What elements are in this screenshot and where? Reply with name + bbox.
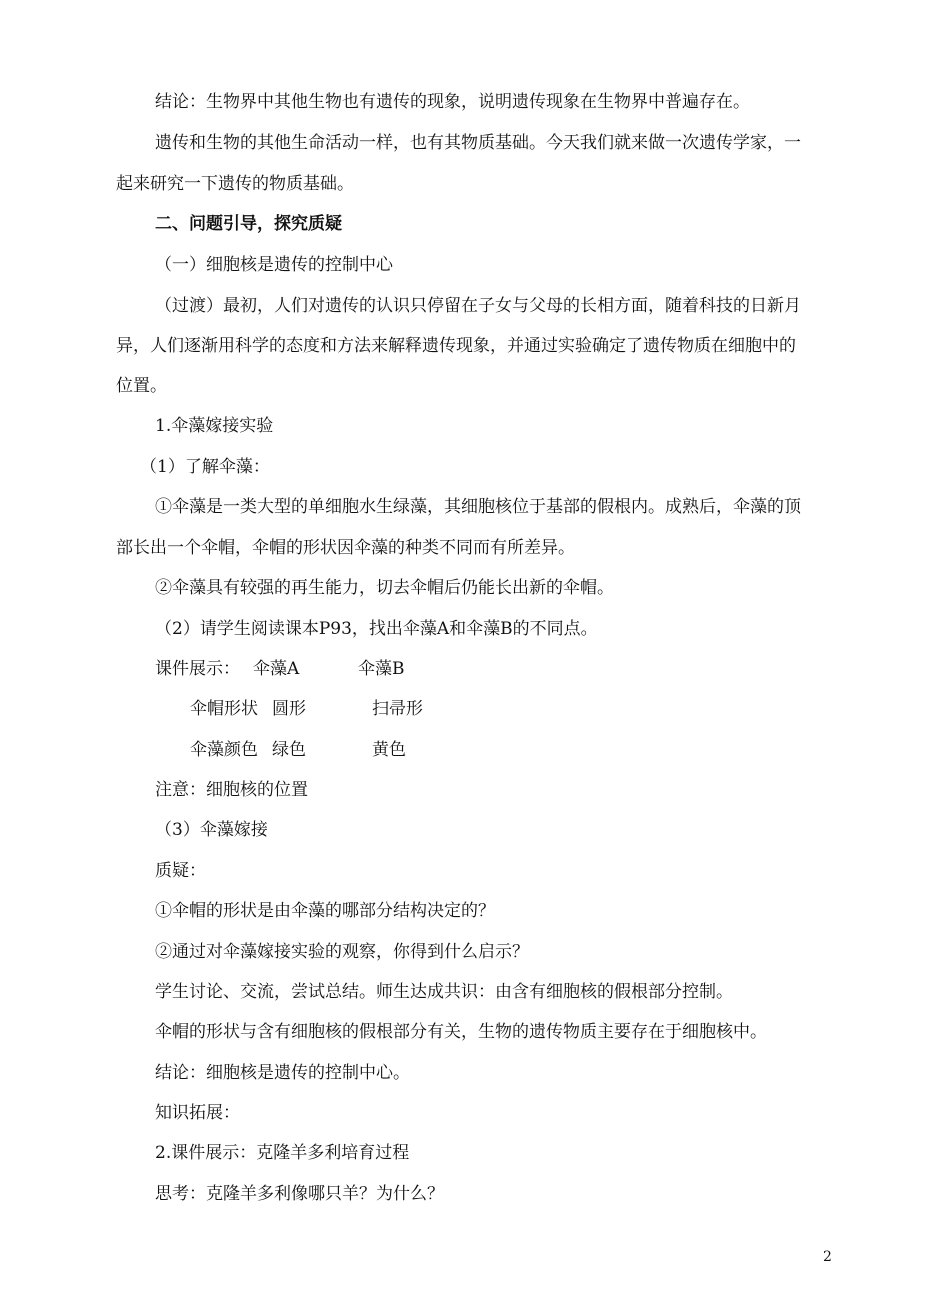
- paragraph-line: 遗传和生物的其他生命活动一样，也有其物质基础。今天我们就来做一次遗传学家，一: [155, 133, 801, 153]
- page-number: 2: [823, 1249, 832, 1265]
- paragraph-line: 部长出一个伞帽，伞帽的形状因伞藻的种类不同而有所差异。: [116, 538, 575, 558]
- paragraph-line: ②伞藻具有较强的再生能力，切去伞帽后仍能长出新的伞帽。: [155, 578, 614, 598]
- paragraph-line: 思考：克隆羊多利像哪只羊？为什么？: [155, 1184, 444, 1204]
- paragraph-line: ①伞藻是一类大型的单细胞水生绿藻，其细胞核位于基部的假根内。成熟后，伞藻的顶: [155, 497, 801, 517]
- item-heading: （1）了解伞藻：: [140, 457, 270, 477]
- question-line: ①伞帽的形状是由伞藻的哪部分结构决定的？: [155, 901, 495, 921]
- table-row-b: 扫帚形: [372, 699, 423, 719]
- table-col-a: 伞藻A: [253, 659, 300, 679]
- paragraph-line: （过渡）最初，人们对遗传的认识只停留在子女与父母的长相方面，随着科技的日新月: [155, 296, 801, 316]
- item-heading: 1.伞藻嫁接实验: [155, 416, 274, 436]
- table-row-attr: 伞帽形状: [190, 699, 258, 719]
- item-heading: （2）请学生阅读课本P93，找出伞藻A和伞藻B的不同点。: [155, 619, 598, 639]
- conclusion-line: 结论：生物界中其他生物也有遗传的现象，说明遗传现象在生物界中普遍存在。: [155, 92, 750, 112]
- item-heading: （3）伞藻嫁接: [155, 820, 268, 840]
- paragraph-line: 学生讨论、交流，尝试总结。师生达成共识：由含有细胞核的假根部分控制。: [155, 982, 733, 1002]
- table-row-b: 黄色: [372, 740, 406, 760]
- table-col-b: 伞藻B: [358, 659, 405, 679]
- question-line: ②通过对伞藻嫁接实验的观察，你得到什么启示？: [155, 942, 529, 962]
- item-heading: 2.课件展示：克隆羊多利培育过程: [155, 1143, 410, 1163]
- section-heading: 二、问题引导，探究质疑: [155, 214, 342, 234]
- paragraph-line: 伞帽的形状与含有细胞核的假根部分有关，生物的遗传物质主要存在于细胞核中。: [155, 1022, 767, 1042]
- table-row-attr: 伞藻颜色: [190, 740, 258, 760]
- conclusion-line: 结论：细胞核是遗传的控制中心。: [155, 1063, 410, 1083]
- table-row-a: 绿色: [272, 740, 306, 760]
- subsection-heading: （一）细胞核是遗传的控制中心: [155, 255, 393, 275]
- paragraph-line: 异，人们逐渐用科学的态度和方法来解释遗传现象，并通过实验确定了遗传物质在细胞中的: [116, 336, 796, 356]
- table-label: 课件展示：: [155, 659, 240, 679]
- paragraph-line: 位置。: [116, 376, 167, 396]
- question-label: 质疑：: [155, 861, 206, 881]
- table-row-a: 圆形: [272, 699, 306, 719]
- paragraph-line: 起来研究一下遗传的物质基础。: [116, 174, 354, 194]
- note-line: 注意：细胞核的位置: [155, 780, 308, 800]
- extension-label: 知识拓展：: [155, 1103, 240, 1123]
